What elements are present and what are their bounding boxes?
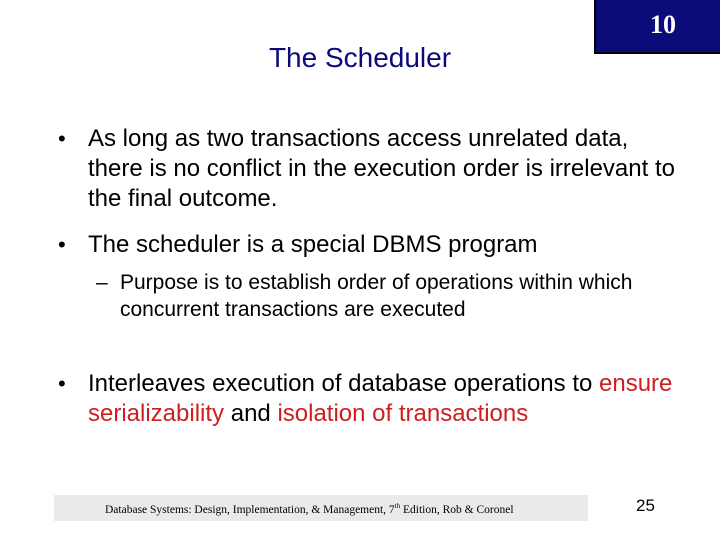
footer-superscript: th [394,502,401,510]
sub-bullet-item [96,269,656,323]
bullet-item-2 [58,230,678,260]
bullet-text-part: Interleaves execution of database operations to [88,370,600,397]
slide-title-text: The Scheduler [268,42,452,73]
bullet-marker: • [58,371,66,396]
footer-text-part: Database Systems: Design, Implementation, & Management, 7 [105,503,395,516]
bullet-text-part: and [224,400,278,427]
bullet-marker: • [58,126,66,151]
page-number: 25 [636,496,655,515]
highlight-serializability: ensure serializability [88,370,673,427]
sub-bullet-marker: – [96,271,108,294]
highlight-isolation: isolation of transactions [277,400,529,427]
footer-citation [105,502,514,516]
chapter-number: 10 [650,10,676,39]
bullet-item-3 [58,369,678,429]
bullet-text: As long as two transactions access unrelated data, there is no conflict in the execution order is irrelevant to the final outcome. [88,125,675,212]
bullet-item-1 [58,124,678,214]
bullet-text [88,369,678,429]
bullet-text: The scheduler is a special DBMS program [88,231,538,258]
slide-title [0,42,720,74]
bullet-marker: • [58,232,66,257]
sub-bullet-text: Purpose is to establish order of operations within which concurrent transactions are executed [120,271,633,321]
footer-text-part: Edition, Rob & Coronel [400,503,514,516]
